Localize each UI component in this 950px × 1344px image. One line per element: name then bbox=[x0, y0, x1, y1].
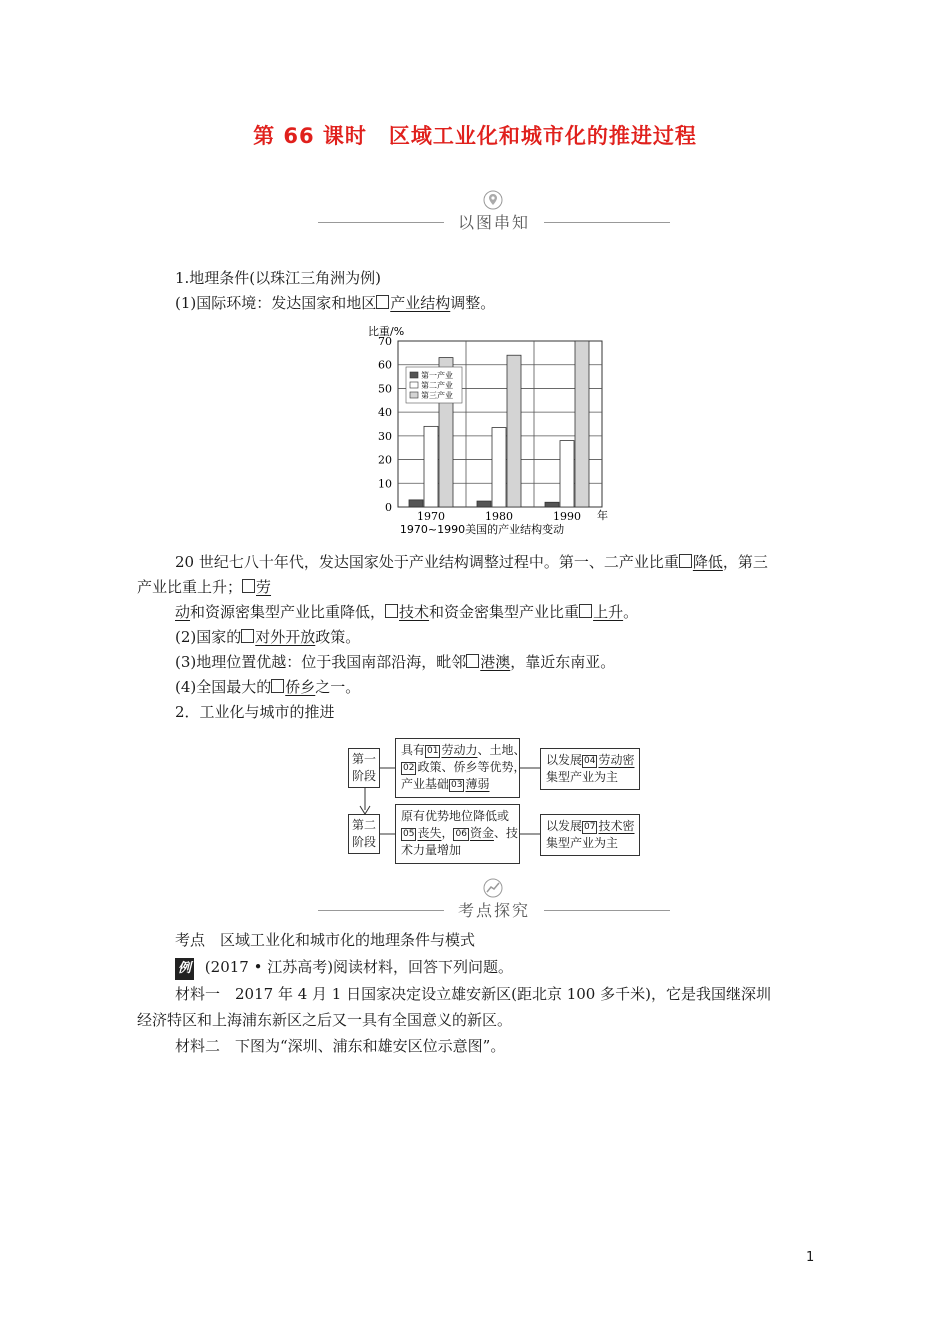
answer-text: 降低 bbox=[692, 553, 723, 571]
bar-第一产业-1990 bbox=[545, 502, 559, 507]
example-heading: 例 (2017 • 江苏高考)阅读材料，回答下列问题。 bbox=[175, 957, 513, 980]
legend-swatch bbox=[410, 392, 418, 398]
y-tick-label: 70 bbox=[378, 335, 392, 348]
bar-第二产业-1990 bbox=[560, 441, 574, 507]
item-location: (3)地理位置优越：位于我国南部沿海，毗邻 港澳，靠近东南亚。 bbox=[175, 653, 616, 671]
x-tick-label: 1970 bbox=[417, 510, 445, 523]
section-title: 考点探究 bbox=[457, 901, 530, 920]
bars bbox=[409, 341, 589, 507]
item-policy: (2)国家的 对外开放政策。 bbox=[175, 628, 361, 646]
paragraph-line-3: 动和资源密集型产业比重降低， 技术和资金密集型产业比重 上升。 bbox=[175, 603, 639, 621]
section-header-exploration bbox=[318, 878, 670, 924]
material-2: 材料二 下图为“深圳、浦东和雄安区位示意图”。 bbox=[175, 1037, 506, 1055]
stage-1-conditions: 具有 01 劳动力、土地、 02 政策、侨乡等优势， 产业基础 03 薄弱 bbox=[395, 738, 520, 798]
bar-第一产业-1970 bbox=[409, 500, 423, 507]
stage-2-label: 第二 阶段 bbox=[348, 814, 380, 854]
item-hometown: (4)全国最大的 侨乡之一。 bbox=[175, 678, 361, 696]
stage-2-result: 以发展 07 技术密 集型产业为主 bbox=[540, 814, 640, 856]
trend-icon bbox=[482, 878, 504, 898]
stage-1-label: 第一 阶段 bbox=[348, 748, 380, 788]
x-ticks bbox=[417, 510, 581, 523]
material-1-line-2: 经济特区和上海浦东新区之后又一具有全国意义的新区。 bbox=[137, 1011, 513, 1029]
legend-label: 第一产业 bbox=[421, 371, 453, 380]
x-tick-label: 1990 bbox=[553, 510, 581, 523]
example-tag: 例 bbox=[175, 958, 194, 980]
bar-第三产业-1980 bbox=[507, 355, 521, 507]
paragraph-line-2: 产业比重上升； 劳 bbox=[137, 578, 272, 596]
legend-label: 第三产业 bbox=[421, 391, 453, 400]
industry-structure-chart bbox=[356, 318, 626, 543]
stage-2-conditions: 原有优势地位降低或 05 丧失， 06 资金、技 术力量增加 bbox=[395, 804, 520, 864]
legend-swatch bbox=[410, 372, 418, 378]
legend-swatch bbox=[410, 382, 418, 388]
y-tick-label: 20 bbox=[378, 453, 392, 467]
answer-text: 侨乡 bbox=[285, 678, 316, 696]
y-tick-label: 30 bbox=[378, 429, 392, 443]
section-title: 以图串知 bbox=[457, 213, 530, 232]
bar-第二产业-1980 bbox=[492, 428, 506, 507]
page-title: 第 66 课时 区域工业化和城市化的推进过程 bbox=[253, 124, 697, 148]
paragraph-line-1: 20 世纪七八十年代，发达国家处于产业结构调整过程中。第一、二产业比重 降低，第三 bbox=[175, 553, 768, 571]
y-tick-label: 60 bbox=[378, 358, 392, 372]
item-international: (1)国际环境：发达国家和地区 产业结构调整。 bbox=[175, 294, 496, 312]
answer-text: 劳 bbox=[256, 578, 272, 596]
answer-text: 技术 bbox=[399, 603, 430, 621]
heading-geo-conditions: 1.地理条件(以珠江三角洲为例) bbox=[175, 269, 382, 287]
answer-text: 对外开放 bbox=[255, 628, 316, 646]
y-tick-label: 0 bbox=[385, 501, 392, 514]
topic-heading: 考点 区域工业化和城市化的地理条件与模式 bbox=[175, 931, 476, 949]
x-axis-label: 年 bbox=[597, 509, 608, 522]
answer-text: 上升 bbox=[593, 603, 624, 621]
location-pin-icon bbox=[482, 190, 504, 210]
material-1-line-1: 材料一 2017 年 4 月 1 日国家决定设立雄安新区(距北京 100 多千米)，它是我国继深圳 bbox=[175, 985, 771, 1003]
y-tick-label: 10 bbox=[378, 477, 392, 491]
y-tick-label: 50 bbox=[378, 382, 392, 396]
y-tick-label: 40 bbox=[378, 406, 392, 420]
section-header-overview bbox=[318, 190, 670, 236]
heading-industrialization: 2．工业化与城市的推进 bbox=[175, 703, 335, 721]
answer-box bbox=[376, 295, 389, 309]
stage-1-result: 以发展 04 劳动密 集型产业为主 bbox=[540, 748, 640, 790]
answer-text: 动 bbox=[175, 603, 191, 621]
chart-legend bbox=[406, 367, 462, 403]
bar-第一产业-1980 bbox=[477, 501, 491, 507]
chart-title: 1970~1990美国的产业结构变动 bbox=[399, 523, 565, 536]
bar-第二产业-1970 bbox=[424, 426, 438, 507]
y-axis-label: 比重/% bbox=[368, 325, 405, 338]
y-ticks bbox=[378, 335, 392, 514]
x-tick-label: 1980 bbox=[485, 510, 513, 523]
legend-label: 第二产业 bbox=[421, 381, 453, 390]
page-number: 1 bbox=[806, 1250, 815, 1265]
answer-text: 产业结构 bbox=[390, 294, 451, 312]
bar-第三产业-1990 bbox=[575, 341, 589, 507]
stage-flow-diagram bbox=[345, 736, 645, 864]
answer-text: 港澳 bbox=[480, 653, 511, 671]
